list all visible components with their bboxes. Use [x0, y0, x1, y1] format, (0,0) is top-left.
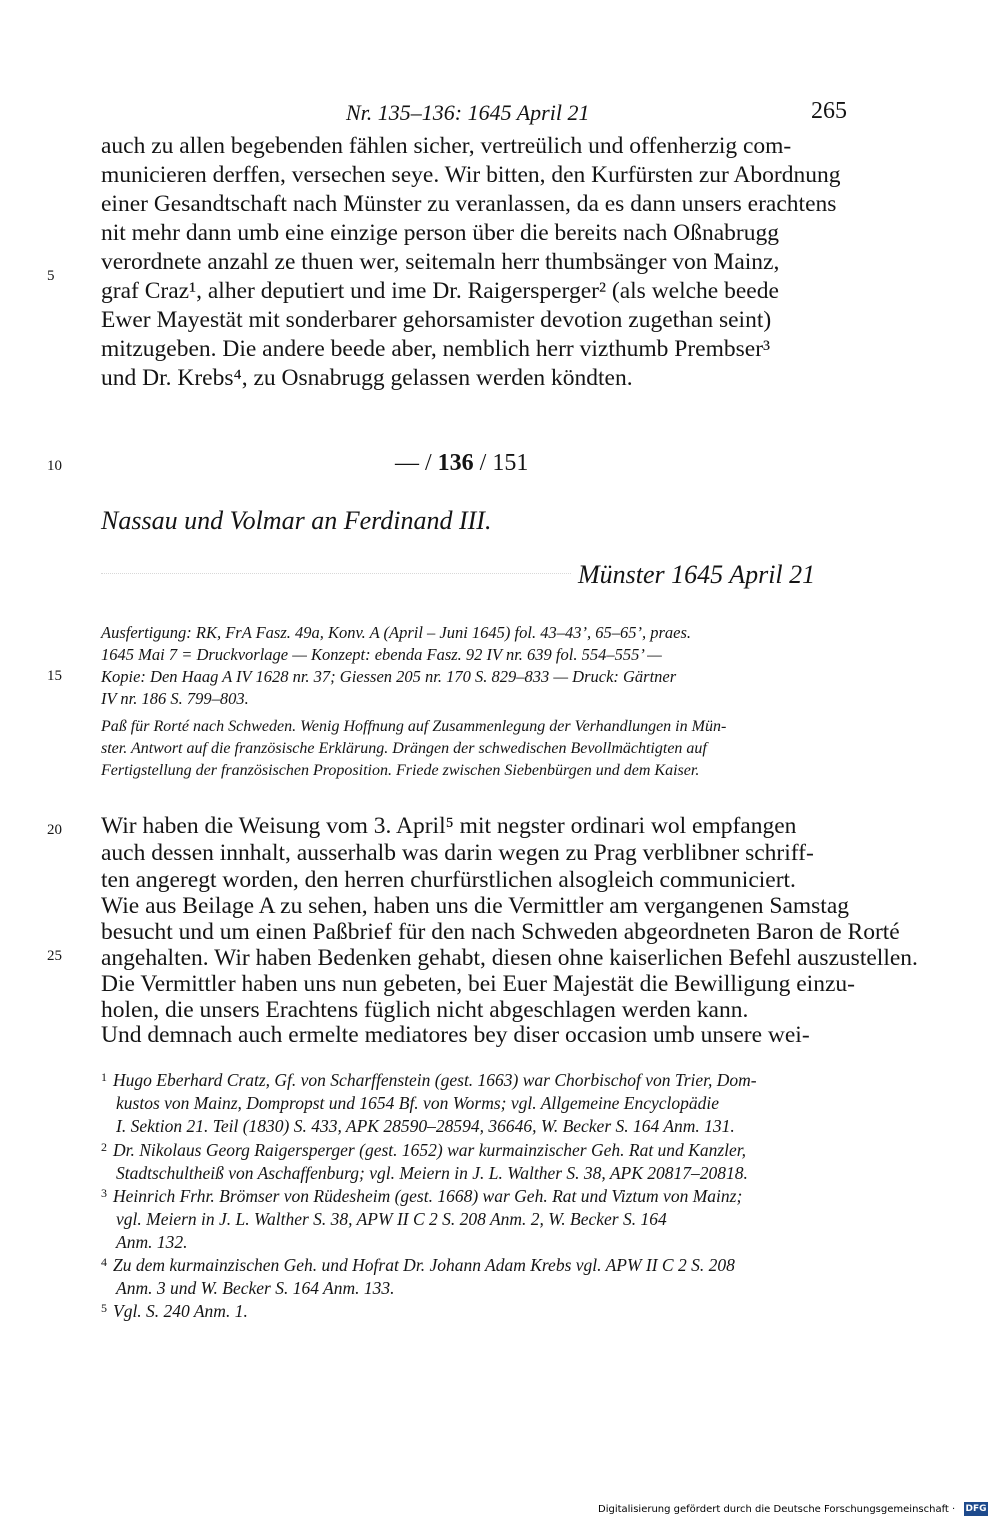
body-line: auch zu allen begebenden fählen sicher, vertreülich und offenherzig com-	[101, 133, 792, 159]
summary-line: ster. Antwort auf die französische Erklärung. Drängen der schwedischen Bevollmächtigten auf	[101, 740, 707, 757]
footnote-line: Vgl. S. 240 Anm. 1.	[113, 1301, 248, 1321]
line-number: 5	[47, 268, 55, 284]
footnote-mark: 3	[101, 1186, 107, 1200]
footnote-line: Hugo Eberhard Cratz, Gf. von Scharffenstein (gest. 1663) war Chorbischof von Trier, Dom-	[113, 1070, 757, 1090]
footnote-line: kustos von Mainz, Dompropst und 1654 Bf. von Worms; vgl. Allgemeine Encyclopädie	[116, 1093, 720, 1113]
line-number: 20	[47, 822, 62, 838]
footnote-1	[101, 1070, 757, 1091]
footnote-line: Anm. 3 und W. Becker S. 164 Anm. 133.	[116, 1278, 395, 1298]
body-line: mitzugeben. Die andere beede aber, nemblich herr vizthumb Prembser³	[101, 336, 771, 362]
source-line: 1645 Mai 7 = Druckvorlage — Konzept: ebenda Fasz. 92 IV nr. 639 fol. 554–555’ —	[101, 645, 662, 664]
page-number: 265	[811, 98, 847, 124]
letter-line: Und demnach auch ermelte mediatores bey diser occasion umb unsere wei-	[101, 1022, 810, 1048]
document-number	[395, 450, 528, 477]
funding-note: Digitalisierung gefördert durch die Deutsche Forschungsgemeinschaft ·	[598, 1504, 956, 1515]
letter-line: Wir haben die Weisung vom 3. April⁵ mit negster ordinari wol empfangen	[101, 813, 797, 839]
footnote-4	[101, 1255, 735, 1276]
summary-line: Fertigstellung der französischen Proposition. Friede zwischen Siebenbürgen und dem Kaiser.	[101, 762, 700, 779]
dfg-logo: DFG	[965, 1504, 987, 1514]
footnote-line: Stadtschultheiß von Aschaffenburg; vgl. Meiern in J. L. Walther S. 38, APK 20817–20818.	[116, 1163, 748, 1183]
letter-line: auch dessen innhalt, ausserhalb was darin wegen zu Prag verblibner schriff-	[101, 840, 814, 866]
body-line: nit mehr dann umb eine einzige person über die bereits nach Oßnabrugg	[101, 220, 780, 246]
footnote-mark: 5	[101, 1301, 107, 1315]
source-line: Kopie: Den Haag A IV 1628 nr. 37; Giessen 205 nr. 170 S. 829–833 — Druck: Gärtner	[101, 667, 677, 686]
body-line: einer Gesandtschaft nach Münster zu veranlassen, da es dann unsers erachtens	[101, 191, 837, 217]
running-header-title: Nr. 135–136: 1645 April 21	[346, 100, 590, 125]
footnote-3	[101, 1186, 742, 1207]
footnote-line: Zu dem kurmainzischen Geh. und Hofrat Dr. Johann Adam Krebs vgl. APW II C 2 S. 208	[113, 1255, 735, 1275]
source-line: Ausfertigung: RK, FrA Fasz. 49a, Konv. A (April – Juni 1645) fol. 43–43’, 65–65’, praes.	[101, 623, 692, 642]
body-line: graf Craz¹, alher deputiert und ime Dr. Raigersperger² (als welche beede	[101, 278, 779, 304]
dotted-rule	[101, 573, 571, 574]
line-number: 10	[47, 458, 62, 474]
letter-line: Die Vermittler haben uns nun gebeten, bei Euer Majestät die Bewilligung einzu-	[101, 971, 855, 997]
document-number-prefix: — /	[395, 450, 432, 476]
body-line: verordnete anzahl ze thuen wer, seitemaln herr thumbsänger von Mainz,	[101, 249, 780, 275]
letter-line: besucht und um einen Paßbrief für den nach Schweden abgeordneten Baron de Rorté	[101, 919, 900, 945]
footnote-line: Heinrich Frhr. Brömser von Rüdesheim (gest. 1668) war Geh. Rat und Viztum von Mainz;	[113, 1186, 743, 1206]
document-number-main: 136	[437, 450, 474, 476]
summary-line: Paß für Rorté nach Schweden. Wenig Hoffnung auf Zusammenlegung der Verhandlungen in Mün-	[101, 718, 727, 735]
body-line: und Dr. Krebs⁴, zu Osnabrugg gelassen werden köndten.	[101, 365, 633, 391]
footnote-line: vgl. Meiern in J. L. Walther S. 38, APW II C 2 S. 208 Anm. 2, W. Becker S. 164	[116, 1209, 667, 1229]
footnote-mark: 4	[101, 1255, 107, 1269]
line-number: 25	[47, 948, 62, 964]
footnote-line: I. Sektion 21. Teil (1830) S. 433, APK 28590–28594, 36646, W. Becker S. 164 Anm. 131.	[116, 1116, 735, 1136]
footnote-2	[101, 1140, 746, 1161]
footnote-line: Anm. 132.	[116, 1232, 188, 1252]
document-heading: Nassau und Volmar an Ferdinand III.	[101, 506, 492, 535]
document-place-date: Münster 1645 April 21	[578, 560, 816, 589]
line-number: 15	[47, 668, 62, 684]
footnote-mark: 2	[101, 1140, 107, 1154]
footnote-line: Dr. Nikolaus Georg Raigersperger (gest. 1652) war kurmainzischer Geh. Rat und Kanzler,	[113, 1140, 747, 1160]
footnote-mark: 1	[101, 1070, 107, 1084]
document-number-suffix: / 151	[479, 450, 529, 476]
source-line: IV nr. 186 S. 799–803.	[101, 689, 249, 708]
body-line: municieren derffen, versechen seye. Wir bitten, den Kurfürsten zur Abordnung	[101, 162, 841, 188]
letter-line: holen, die unsers Erachtens füglich nicht abgeschlagen werden kann.	[101, 997, 749, 1023]
footnote-5	[101, 1301, 248, 1322]
letter-line: angehalten. Wir haben Bedenken gehabt, diesen ohne kaiserlichen Befehl auszustellen.	[101, 945, 918, 971]
body-line: Ewer Mayestät mit sonderbarer gehorsamister devotion zugethan seint)	[101, 307, 772, 333]
letter-line: ten angeregt worden, den herren churfürstlichen alsogleich communiciert.	[101, 867, 796, 893]
letter-line: Wie aus Beilage A zu sehen, haben uns die Vermittler am vergangenen Samstag	[101, 893, 850, 919]
